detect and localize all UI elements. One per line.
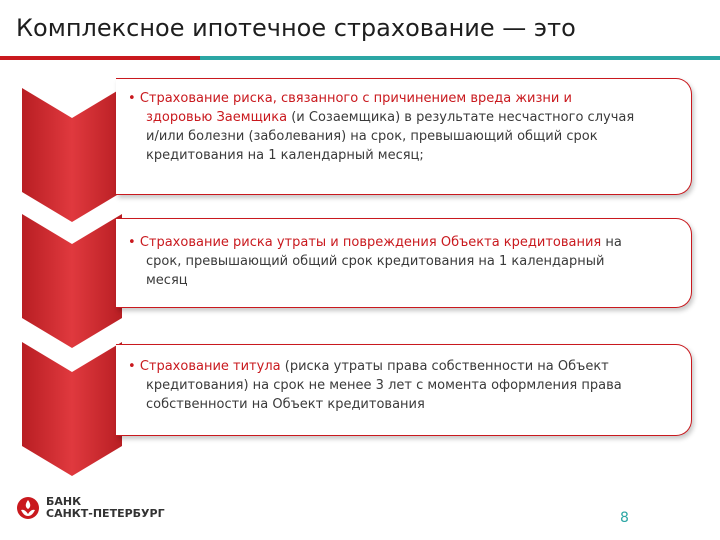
item-1-line-2 (128, 108, 681, 127)
item-3-line-1 (128, 357, 681, 376)
chevron-1 (22, 88, 122, 222)
chevron-2-icon (22, 214, 122, 348)
item-2-bold: Страхование риска утраты и повреждения Объекта кредитования (139, 235, 602, 250)
bank-logo-line1: БАНК (46, 495, 82, 508)
item-1-bold-b: здоровью Заемщика (146, 110, 288, 125)
item-1-box (116, 78, 692, 195)
item-1-line-3: и/или болезни (заболевания) на срок, превышающий общий срок (146, 129, 598, 144)
chevron-1-icon (22, 88, 122, 222)
bank-logo-icon (16, 496, 40, 520)
bank-logo-text (46, 496, 165, 520)
chevron-3-icon (22, 342, 122, 476)
item-1-line-4: кредитования на 1 календарный месяц; (146, 148, 424, 163)
title-underline-teal (200, 56, 720, 60)
bullet: • (128, 359, 136, 374)
item-2-line-1 (128, 233, 681, 252)
chevron-3 (22, 342, 122, 476)
item-3-line-2: кредитования) на срок не менее 3 лет с момента оформления права (146, 378, 622, 393)
item-1-text (128, 89, 681, 165)
item-2-line-2: срок, превышающий общий срок кредитования на 1 календарный (146, 254, 605, 269)
chevron-2 (22, 214, 122, 348)
item-1-rest-a: (и Созаемщика) в результате несчастного случая (291, 110, 635, 125)
item-2-text (128, 233, 681, 290)
title-underline (0, 56, 720, 60)
bank-logo-line2: САНКТ-ПЕТЕРБУРГ (46, 507, 165, 520)
item-3-rest-a: (риска утраты права собственности на Объект (284, 359, 609, 374)
bullet: • (128, 91, 136, 106)
item-1-bold-a: Страхование риска, связанного с причинением вреда жизни и (139, 91, 572, 106)
item-2-box (116, 218, 692, 308)
item-2-line-3: месяц (146, 273, 188, 288)
page-number: 8 (620, 510, 629, 526)
item-2-rest-a: на (605, 235, 622, 250)
title-underline-red (0, 56, 200, 60)
item-3-bold: Страхование титула (139, 359, 281, 374)
page-title: Комплексное ипотечное страхование — это (16, 14, 576, 42)
bullet: • (128, 235, 136, 250)
item-3-line-3: собственности на Объект кредитования (146, 397, 425, 412)
bank-logo (16, 496, 165, 520)
item-3-text (128, 357, 681, 414)
item-1-line-1 (128, 89, 681, 108)
item-3-box (116, 344, 692, 436)
